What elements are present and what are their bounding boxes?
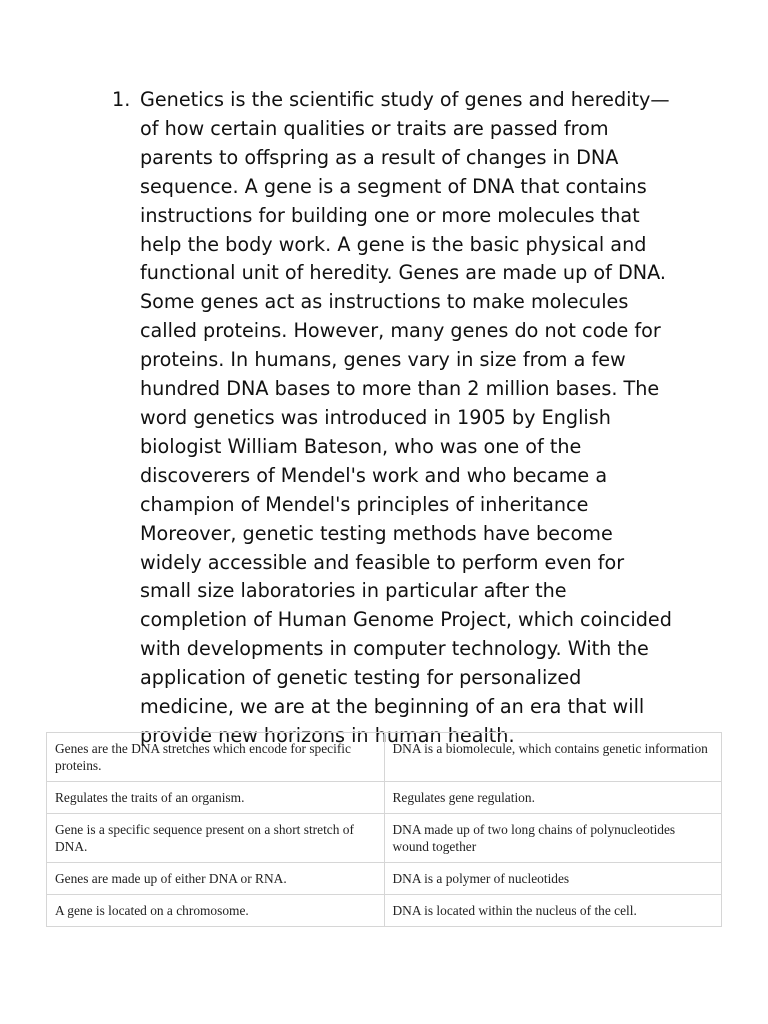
numbered-list-item — [112, 86, 672, 751]
dna-cell: DNA is a polymer of nucleotides — [384, 863, 722, 895]
dna-cell: DNA made up of two long chains of polynucleotides wound together — [384, 814, 722, 863]
table-row — [47, 895, 722, 927]
table-row — [47, 863, 722, 895]
gene-cell: Genes are made up of either DNA or RNA. — [47, 863, 385, 895]
gene-cell: Gene is a specific sequence present on a short stretch of DNA. — [47, 814, 385, 863]
table-row — [47, 782, 722, 814]
genetics-paragraph: Genetics is the scientific study of genes and heredity—of how certain qualities or traits are passed from parents to offspring as a result of changes in DNA sequence. A gene is a segment of DNA that contains instructions for building one or more molecules that help the body work. A gene is the basic physical and functional unit of heredity. Genes are made up of DNA. Some genes act as instructions to make molecules called proteins. However, many genes do not code for proteins. In humans, genes vary in size from a few hundred DNA bases to more than 2 million bases. The word genetics was introduced in 1905 by English biologist William Bateson, who was one of the discoverers of Mendel's work and who became a champion of Mendel's principles of inheritance Moreover, genetic testing methods have become widely accessible and feasible to perform even for small size laboratories in particular after the completion of Human Genome Project, which coincided with developments in computer technology. With the application of genetic testing for personalized medicine, we are at the beginning of an era that will provide new horizons in human health. — [140, 88, 672, 747]
list-number: 1. — [112, 88, 131, 111]
dna-cell: DNA is a biomolecule, which contains genetic information — [384, 733, 722, 782]
gene-cell: A gene is located on a chromosome. — [47, 895, 385, 927]
gene-cell: Genes are the DNA stretches which encode for specific proteins. — [47, 733, 385, 782]
table-row — [47, 733, 722, 782]
gene-vs-dna-table — [46, 732, 722, 927]
table-row — [47, 814, 722, 863]
dna-cell: Regulates gene regulation. — [384, 782, 722, 814]
gene-cell: Regulates the traits of an organism. — [47, 782, 385, 814]
dna-cell: DNA is located within the nucleus of the cell. — [384, 895, 722, 927]
